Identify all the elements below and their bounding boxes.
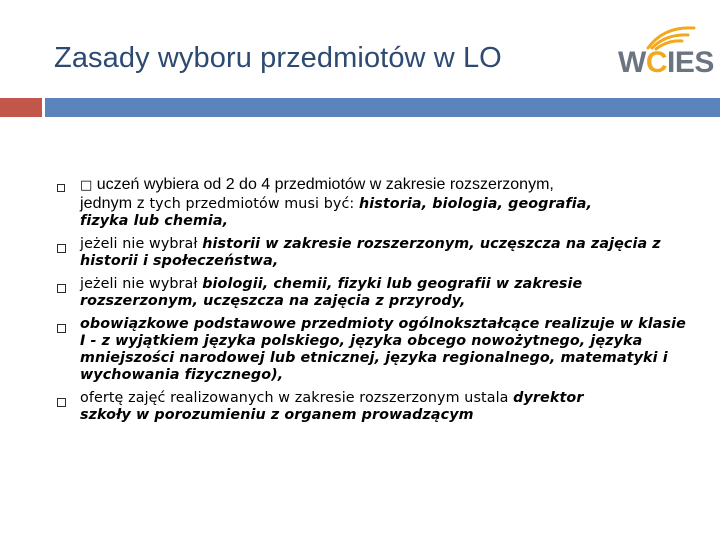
item-text: jeżeli nie wybrał [80,236,203,252]
header-bar-red [0,98,42,117]
bullet-icon [57,398,66,407]
item-text: ofertę zajęć realizowanych w zakresie rozszerzonym ustala [80,390,514,406]
logo-letter-c: C [645,46,667,79]
item-text: jednym z [80,195,145,212]
logo-text [618,48,714,78]
list-item [54,276,694,310]
item-text: jeżeli nie wybrał [80,276,203,292]
bullet-icon [57,184,65,192]
bullet-icon [57,284,66,293]
bullet-icon [57,244,66,253]
item-emphasis: fizyka lub chemia, [80,213,229,229]
item-emphasis: historia, biologia, geografia, [358,196,592,212]
list-item [54,236,694,270]
item-emphasis: historii w zakresie rozszerzonym, uczęszcza na zajęcia z historii i społeczeństwa, [80,236,661,269]
box-glyph-icon: □ [80,178,93,193]
logo-letters-ies: IES [667,46,714,79]
item-emphasis: obowiązkowe podstawowe przedmioty ogólnokształcące realizuje w klasie I - z wyjątkiem języka polskiego, języka obcego nowożytnego, języka mniejszości narodowej lub etnicznej, języka regionalnego, matematyki i wychowania fizycznego), [80,316,686,383]
item-text: tych przedmiotów musi być: [144,196,359,212]
wcies-logo [612,18,712,80]
header-bar-blue [45,98,720,117]
list-item [54,316,694,384]
item-line [80,195,694,213]
list-item [54,175,694,230]
bullet-icon [57,324,66,333]
item-emphasis: dyrektor [513,390,584,406]
list-item [54,390,694,424]
item-emphasis: szkoły w porozumieniu z organem prowadzącym [80,407,474,423]
item-text: uczeń wybiera od 2 do 4 przedmiotów w zakresie rozszerzonym, [96,176,554,193]
item-line [80,175,694,195]
rules-list [54,175,694,430]
logo-letter-w: W [618,46,646,79]
slide-title: Zasady wyboru przedmiotów w LO [54,42,502,74]
item-emphasis: biologii, chemii, fizyki lub geografii w zakresie rozszerzonym, uczęszcza na zajęcia z przyrody, [80,276,583,309]
